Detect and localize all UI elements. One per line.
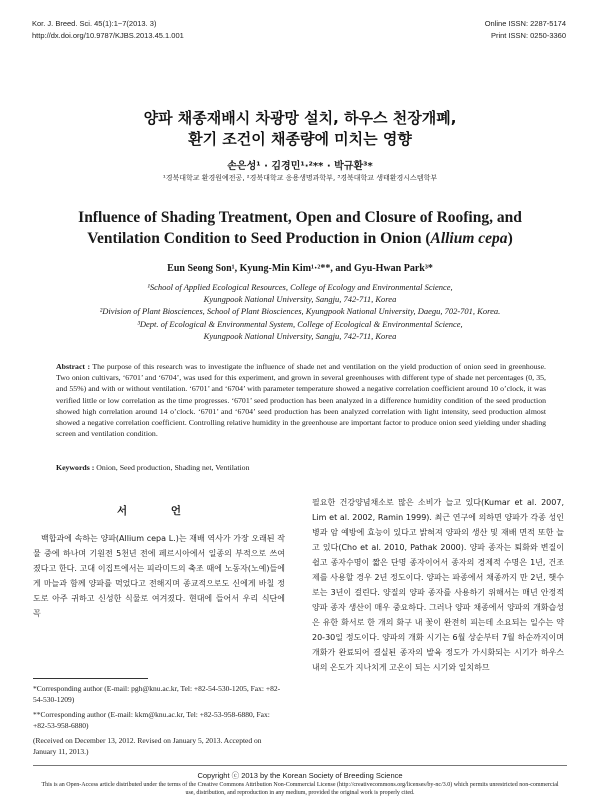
english-title-line2-suffix: ) — [507, 230, 513, 247]
print-issn: Print ISSN: 0250-3360 — [490, 31, 566, 40]
footnotes — [33, 684, 285, 762]
journal-header-left — [32, 18, 184, 42]
doi-link[interactable]: http://dx.doi.org/10.9787/KJBS.2013.45.1.001 — [32, 31, 184, 40]
abstract-label: Abstract : — [56, 362, 91, 371]
affiliation-1-line1: ¹School of Applied Ecological Resources, College of Ecology and Environmental Science, — [147, 282, 453, 292]
english-title-line2 — [0, 228, 600, 249]
body-text-left: 백합과에 속하는 양파(Allium cepa L.)는 재배 역사가 가장 오래된 작물 중에 하나며 기원전 5천년 전에 페르시아에서 일종의 부적으로 쓰여졌다고 한다. 고대 이집트에서는 피라미드의 축조 때에 노동자(노예)들에게 마늘과 함께 양파를 먹었다고 전해지며 종교적으로도 신에게 바칠 정도로 아주 귀하고 신성한 식물로 여겨졌다. 현대에 들어서 우리 식단에 꼭 — [33, 534, 285, 618]
footer-rule — [33, 765, 567, 766]
korean-title — [0, 108, 600, 150]
section-heading-introduction: 서 언 — [117, 505, 201, 517]
copyright-notice: Copyright ⓒ 2013 by the Korean Society of Breeding Science — [197, 771, 403, 780]
english-authors: Eun Seong Son¹, Kyung-Min Kim¹·²**, and Gyu-Hwan Park³* — [167, 263, 433, 274]
journal-header-right — [485, 18, 566, 42]
affiliation-3-line1: ³Dept. of Ecological & Environmental System, College of Ecological & Environmental Science, — [137, 318, 463, 329]
received-dates: (Received on December 13, 2012. Revised on January 5, 2013. Accepted on January 11, 2013.) — [33, 736, 262, 756]
keywords-text: Onion, Seed production, Shading net, Ventilation — [96, 463, 250, 472]
affiliation-1-line2: Kyungpook National University, Sangju, 742-711, Korea — [203, 294, 397, 305]
species-name: Allium cepa — [430, 230, 508, 247]
body-text-right: 필요한 건강양념채소로 많은 소비가 늘고 있다(Kumar et al. 2007, Lim et al. 2002, Ramin 1999). 최근 연구에 의하면 양파가 각종 성인병과 암 예방에 효능이 있다고 밝혀져 양파의 생산 및 재배 면적 또한 늘고 있다(Cho et al. 2010, Pathak 2000). 양파 종자는 퇴화와 변질이 쉽고 종자수명이 짧은 단명 종자이어서 종자의 경제적 수명은 1년, 건조제를 사용할 경우 2년 정도이다. 양파는 파종에서 채종까지 만 2년, 햇수로는 3년이 걸린다. 양질의 양파 종자를 사용하기 위해서는 매년 안정적 양파 종자 생산이 매우 중요하다. 그러나 양파 채종에서 양파의 개화습성은 유한 화서로 한 개의 화구 내 꽃이 완전히 피는데 소요되는 일수는 약 20-30일 정도이다. 양파의 개화 시기는 6월 상순부터 7월 하순까지이며 개화가 완료되어 결실된 종자의 발육 정도가 가시화되는 시기가 하우스 내의 온도가 지나치게 고온이 되는 시기와 일치하므 — [312, 498, 564, 672]
corresponding-author-1: *Corresponding author (E-mail: pgh@knu.ac.kr, Tel: +82-54-530-1205, Fax: +82-54-530-1209) — [33, 684, 281, 704]
abstract-text: The purpose of this research was to investigate the influence of shade net and ventilation on the yield production of onion seed in greenhouse. Two onion cultivars, ‘6701’ and ‘6704’, was used for this experiment, and grown in several greenhouses with different type of shade net percentages (0, 35, and 55%) and with or without ventilation. ‘6701’ and ‘6704’ with parameter temperature showed a negative correlation coefficient around 10 o’clock, it was verified little or low correlation as the time progresses. ‘6701’ seed production has been analyzed in a difference humidity condition of the seed production showed high correlation around 14 o’clock. ‘6701’ and ‘6704’ seed production has been analyzed correlation with light intensity, seed production almost showed a negative correlation coefficient. Controlling relative humidity in the greenhouse are important factor to produce onion seed yielding under shading screen and ventilation condition. — [56, 362, 547, 439]
body-column-left — [33, 495, 285, 621]
corresponding-author-2: **Corresponding author (E-mail: kkm@knu.ac.kr, Tel: +82-53-958-6880, Fax: +82-53-958-6880) — [33, 710, 270, 730]
korean-title-line2: 환기 조건이 채종량에 미치는 영향 — [188, 130, 412, 148]
korean-authors: 손은성¹ · 김경민¹·²** · 박규환³* — [227, 161, 373, 172]
affiliation-3-line2: Kyungpook National University, Sangju, 742-711, Korea — [203, 330, 397, 341]
body-column-right — [312, 495, 564, 675]
english-affiliations — [0, 281, 600, 342]
abstract — [56, 361, 546, 439]
license-notice: This is an Open-Access article distributed under the terms of the Creative Commons Attribution Non-Commercial License (http://creativecommons.org/licenses/by-nc/3.0) which permits unrestricted non-commercial use, distribution, and reproduction in any medium, provided the original work is properly cited. — [41, 782, 559, 796]
keywords — [56, 463, 546, 472]
keywords-label: Keywords : — [56, 463, 95, 472]
online-issn: Online ISSN: 2287-5174 — [484, 19, 566, 28]
journal-citation: Kor. J. Breed. Sci. 45(1):1~7(2013. 3) — [32, 19, 157, 28]
footnote-divider — [33, 678, 148, 679]
affiliation-2: ²Division of Plant Biosciences, School of Plant Biosciences, Kyungpook National University, Daegu, 702-701, Korea. — [99, 306, 501, 317]
english-title-line2-prefix: Ventilation Condition to Seed Production in Onion ( — [87, 230, 431, 247]
korean-affiliations: ¹경북대학교 환경원예전공, ²경북대학교 응용생명과학부, ³경북대학교 생태환경시스템학부 — [162, 174, 438, 182]
english-title-line1: Influence of Shading Treatment, Open and Closure of Roofing, and — [78, 209, 522, 226]
korean-title-line1: 양파 채종재배시 차광망 설치, 하우스 천장개폐, — [143, 109, 457, 127]
english-title — [0, 207, 600, 249]
